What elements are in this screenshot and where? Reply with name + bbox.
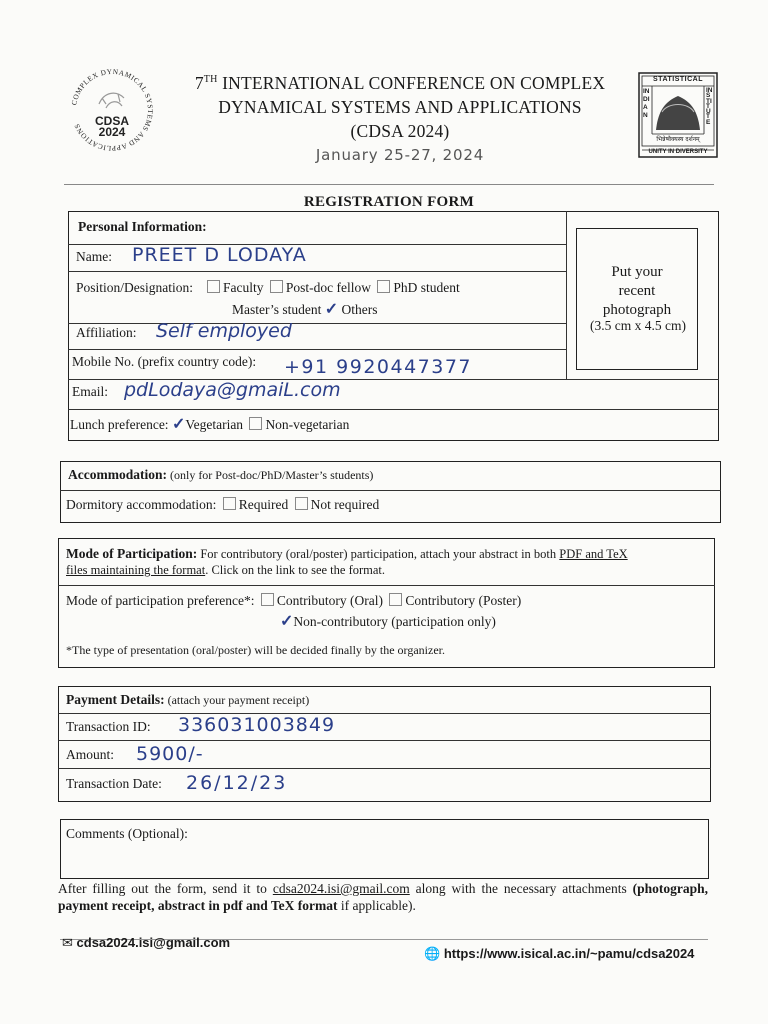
instructions-c: if applicable). xyxy=(337,898,416,913)
isi-logo-left: INDIAN xyxy=(643,88,650,119)
accommodation-note: (only for Post-doc/PhD/Master’s students) xyxy=(166,468,374,482)
noncontrib-label: Non-contributory (participation only) xyxy=(293,614,496,629)
noncontrib-checkmark[interactable]: ✓ xyxy=(280,613,294,630)
conference-dates: January 25-27, 2024 xyxy=(315,145,485,164)
photo-placeholder[interactable] xyxy=(576,228,698,370)
logo-ring-text: COMPLEX DYNAMICAL SYSTEMS AND APPLICATIONS xyxy=(70,67,155,153)
participation-pref-row xyxy=(66,593,521,609)
affiliation-field[interactable]: Self employed xyxy=(156,320,292,342)
poster-label: Contributory (Poster) xyxy=(405,593,522,608)
photo-line3: photograph xyxy=(602,302,672,318)
footer-website[interactable] xyxy=(424,946,694,962)
comments-label: Comments (Optional): xyxy=(66,826,188,841)
payment-heading: Payment Details: xyxy=(66,692,165,707)
participation-heading: Mode of Participation: xyxy=(66,546,198,561)
position-options-row1 xyxy=(204,280,460,296)
mobile-field[interactable]: +91 9920447377 xyxy=(284,356,473,378)
isi-logo-hindi: भिन्नेष्वैक्यस्य दर्शनम् xyxy=(656,136,700,143)
payment-heading-row xyxy=(66,692,309,708)
logo-year: 2024 xyxy=(98,125,126,139)
date-label: Transaction Date: xyxy=(66,776,162,791)
not-required-checkbox[interactable] xyxy=(295,497,308,510)
logo-name: CDSA xyxy=(94,114,129,128)
participation-heading-block xyxy=(66,546,706,578)
postdoc-label: Post-doc fellow xyxy=(285,280,371,295)
instructions-text xyxy=(58,880,708,914)
required-checkbox[interactable] xyxy=(223,497,236,510)
dormitory-row xyxy=(66,497,379,513)
cdsa-logo xyxy=(66,64,158,156)
txn-field[interactable]: 336031003849 xyxy=(178,714,336,736)
others-label: Others xyxy=(341,302,378,317)
oral-checkbox[interactable] xyxy=(261,593,274,606)
instructions-a: After filling out the form, send it to xyxy=(58,881,273,896)
instructions-bold: (photograph, payment receipt, abstract in pdf and TeX format xyxy=(58,881,708,913)
email-field[interactable]: pdLodaya@gmaiL.com xyxy=(124,379,341,401)
accommodation-heading: Accommodation: xyxy=(68,467,167,482)
footer-website-text: https://www.isical.ac.in/~pamu/cdsa2024 xyxy=(443,946,695,961)
nonveg-label: Non-vegetarian xyxy=(265,417,350,432)
title-line3: (CDSA 2024) xyxy=(350,120,450,141)
email-label: Email: xyxy=(72,384,108,399)
personal-heading: Personal Information: xyxy=(78,219,207,234)
instructions-email-link[interactable]: cdsa2024.isi@gmail.com xyxy=(272,881,410,896)
phd-checkbox[interactable] xyxy=(377,280,390,293)
title-line2: DYNAMICAL SYSTEMS AND APPLICATIONS xyxy=(218,96,582,117)
nonveg-checkbox[interactable] xyxy=(249,417,262,430)
affiliation-label: Affiliation: xyxy=(76,325,137,340)
oral-label: Contributory (Oral) xyxy=(276,593,384,608)
vegetarian-checkmark[interactable]: ✓ xyxy=(171,416,186,433)
lunch-label: Lunch preference: xyxy=(70,417,169,432)
lunch-preference-row xyxy=(70,414,349,434)
others-checkmark[interactable]: ✓ xyxy=(324,301,339,318)
position-label: Position/Designation: xyxy=(76,280,194,295)
isi-logo-top: STATISTICAL xyxy=(653,76,703,83)
photo-size-note: (3.5 cm x 4.5 cm) xyxy=(590,318,686,333)
accommodation-heading-row xyxy=(68,467,373,483)
not-required-label: Not required xyxy=(310,497,380,512)
amount-label: Amount: xyxy=(66,747,115,762)
format-link[interactable]: files maintaining the format xyxy=(66,563,206,577)
phd-label: PhD student xyxy=(393,280,460,295)
photo-line2: recent xyxy=(618,283,656,299)
form-title: REGISTRATION FORM xyxy=(303,194,475,210)
masters-label: Master’s student xyxy=(232,302,322,317)
participation-note-b: . Click on the link to see the format. xyxy=(205,563,386,577)
participation-note-a: For contributory (oral/poster) participation, attach your abstract in both xyxy=(197,547,560,561)
poster-checkbox[interactable] xyxy=(389,593,402,606)
photo-line1: Put your xyxy=(611,264,663,280)
mail-icon: ✉ xyxy=(62,935,73,950)
participation-pref-label: Mode of participation preference*: xyxy=(66,593,255,608)
footer-email-text: cdsa2024.isi@gmail.com xyxy=(76,935,231,950)
mobile-label: Mobile No. (prefix country code): xyxy=(72,354,257,369)
title-number: 7 xyxy=(194,72,204,93)
payment-note: (attach your payment receipt) xyxy=(164,693,310,707)
title-sup: TH xyxy=(203,74,218,85)
svg-text:COMPLEX DYNAMICAL SYSTEMS AND xyxy=(70,68,154,152)
name-label: Name: xyxy=(76,249,112,264)
noncontrib-row xyxy=(280,611,496,631)
name-field[interactable]: PREET D LODAYA xyxy=(132,244,307,266)
globe-icon: 🌐 xyxy=(424,946,441,961)
instructions-b: along with the necessary attachments xyxy=(409,881,627,896)
isi-logo-right: INSTITUTE xyxy=(706,87,713,126)
isi-logo-bottom: UNITY IN DIVERSITY xyxy=(648,149,708,155)
dormitory-label: Dormitory accommodation: xyxy=(66,497,217,512)
conference-title xyxy=(160,68,640,167)
postdoc-checkbox[interactable] xyxy=(270,280,283,293)
vegetarian-label: Vegetarian xyxy=(185,417,244,432)
amount-field[interactable]: 5900/- xyxy=(136,743,204,765)
participation-footnote: *The type of presentation (oral/poster) will be decided finally by the organizer. xyxy=(66,643,445,657)
faculty-checkbox[interactable] xyxy=(207,280,220,293)
txn-label: Transaction ID: xyxy=(66,719,151,734)
title-line1: INTERNATIONAL CONFERENCE ON COMPLEX xyxy=(217,72,606,93)
header-divider xyxy=(64,184,714,185)
footer-email[interactable] xyxy=(62,935,230,951)
required-label: Required xyxy=(238,497,289,512)
date-field[interactable]: 26/12/23 xyxy=(186,772,288,794)
position-options-row2 xyxy=(232,299,378,319)
pdf-tex-link[interactable]: PDF and TeX xyxy=(559,547,628,561)
isi-logo xyxy=(638,72,718,158)
faculty-label: Faculty xyxy=(223,280,264,295)
